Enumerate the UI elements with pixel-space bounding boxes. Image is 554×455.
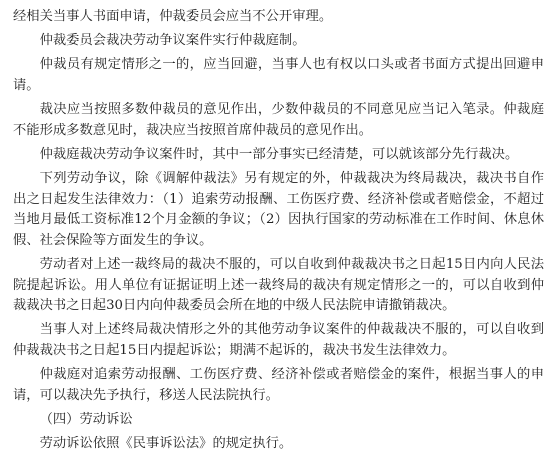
paragraph-7: 劳动者对上述一裁终局的裁决不服的，可以自收到仲裁裁决书之日起15日内向人民法院提起诉讼。用人单位有证据证明上述一裁终局的裁决有规定情形之一的，可以自收到仲裁裁决书之日起30日内向仲裁委员会所在地的中级人民法院申请撤销裁决。	[13, 257, 544, 314]
paragraph-1: 经相关当事人书面申请，仲裁委员会应当不公开审理。	[13, 9, 333, 24]
paragraph-2: 仲裁委员会裁决劳动争议案件实行仲裁庭制。	[39, 33, 306, 49]
paragraph-6: 下列劳动争议，除《调解仲裁法》另有规定的外，仲裁裁决为终局裁决，裁决书自作出之日起发生法律效力：（1）追索劳动报酬、工伤医疗费、经济补偿或者赔偿金，不超过当地月最低工资标准12个月金额的争议；（2）因执行国家的劳动标准在工作时间、休息休假、社会保险等方面发生的争议。	[13, 171, 544, 248]
closing-paragraph: 劳动诉讼依照《民事诉讼法》的规定执行。	[39, 436, 293, 452]
paragraph-4: 裁决应当按照多数仲裁员的意见作出，少数仲裁员的不同意见应当记入笔录。仲裁庭不能形成多数意见时，裁决应当按照首席仲裁员的意见作出。	[13, 102, 544, 138]
paragraph-9: 仲裁庭对追索劳动报酬、工伤医疗费、经济补偿或者赔偿金的案件，根据当事人的申请，可以裁决先予执行，移送人民法院执行。	[13, 367, 544, 403]
paragraph-3: 仲裁员有规定情形之一的，应当回避，当事人也有权以口头或者书面方式提出回避申请。	[13, 57, 544, 93]
section-heading: （四）劳动诉讼	[39, 412, 133, 428]
paragraph-5: 仲裁庭裁决劳动争议案件时，其中一部分事实已经清楚，可以就该部分先行裁决。	[39, 146, 519, 162]
paragraph-8: 当事人对上述终局裁决情形之外的其他劳动争议案件的仲裁裁决不服的，可以自收到仲裁裁决书之日起15日内提起诉讼；期满不起诉的，裁决书发生法律效力。	[13, 322, 544, 359]
